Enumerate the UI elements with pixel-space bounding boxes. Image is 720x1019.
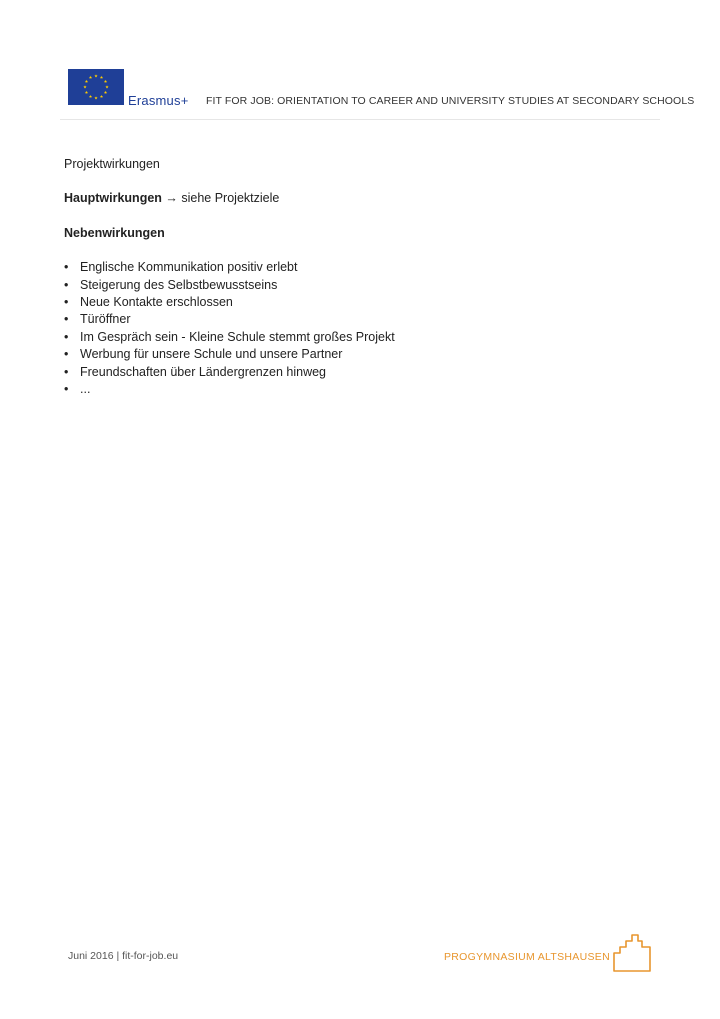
- project-title: FIT FOR JOB: ORIENTATION TO CAREER AND UNIVERSITY STUDIES AT SECONDARY SCHOOLS: [206, 95, 695, 107]
- footer-school-name: PROGYMNASIUM ALTSHAUSEN: [444, 951, 610, 963]
- list-item: • Werbung für unsere Schule und unsere Partner: [64, 346, 664, 363]
- star-icon: [104, 91, 107, 94]
- eu-stars: [68, 69, 124, 105]
- star-icon: [85, 80, 88, 83]
- hauptwirkungen-text: → siehe Projektziele: [161, 191, 280, 206]
- star-icon: [85, 91, 88, 94]
- star-icon: [94, 96, 97, 99]
- list-item: • Steigerung des Selbstbewusstseins: [64, 277, 664, 294]
- star-icon: [83, 85, 86, 88]
- list-item: • ...: [64, 381, 664, 398]
- hauptwirkungen-line: [64, 190, 664, 207]
- castle-outline-icon: [612, 933, 652, 973]
- footer-date-url: Juni 2016 | fit-for-job.eu: [68, 950, 179, 962]
- section-title: Projektwirkungen: [64, 157, 160, 171]
- list-item: • Neue Kontakte erschlossen: [64, 294, 664, 311]
- hauptwirkungen-label: Hauptwirkungen: [64, 191, 162, 206]
- page-header: [68, 68, 695, 120]
- header-divider: [60, 119, 660, 120]
- star-icon: [89, 76, 92, 79]
- star-icon: [105, 85, 108, 88]
- list-item: • Türöffner: [64, 311, 664, 328]
- erasmus-plus-logo-text: Erasmus+: [128, 93, 189, 108]
- star-icon: [89, 95, 92, 98]
- star-icon: [104, 80, 107, 83]
- eu-flag-icon: [68, 69, 124, 105]
- list-item: • Englische Kommunikation positiv erlebt: [64, 259, 664, 276]
- list-item: • Im Gespräch sein - Kleine Schule stemmt großes Projekt: [64, 329, 664, 346]
- star-icon: [94, 74, 97, 77]
- nebenwirkungen-list: [64, 259, 664, 398]
- list-item: • Freundschaften über Ländergrenzen hinweg: [64, 364, 664, 381]
- star-icon: [100, 95, 103, 98]
- star-icon: [100, 76, 103, 79]
- nebenwirkungen-heading: Nebenwirkungen: [64, 225, 165, 240]
- main-content: [64, 156, 664, 398]
